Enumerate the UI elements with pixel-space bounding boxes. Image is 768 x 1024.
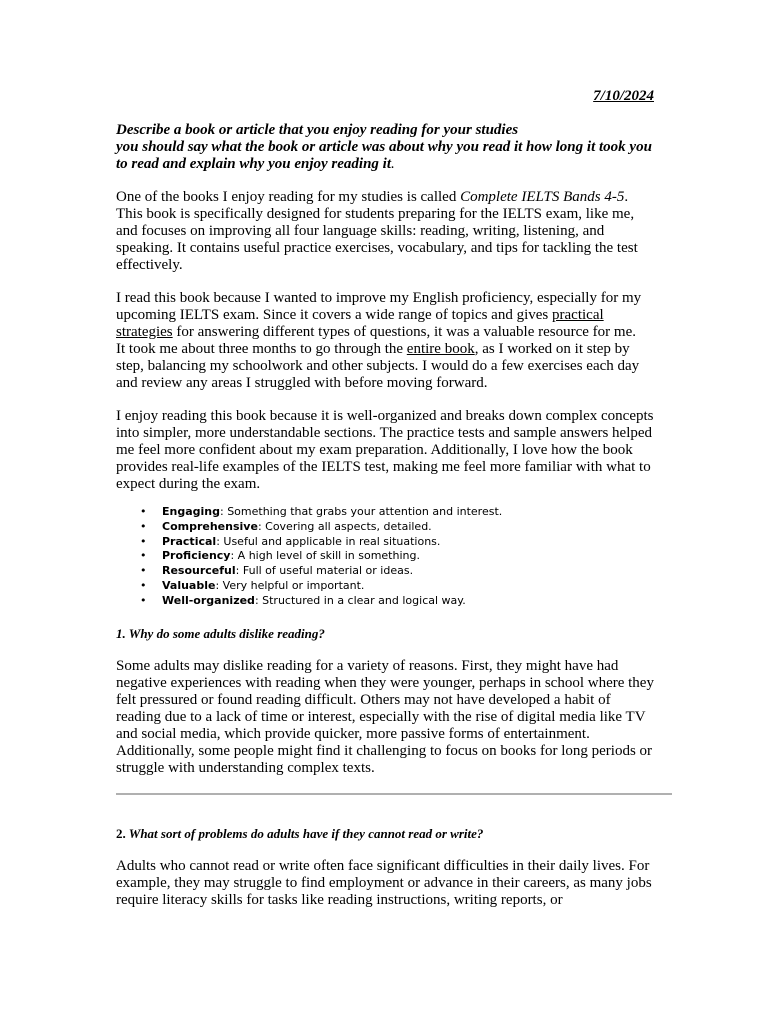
vocab-term: Resourceful xyxy=(162,564,236,578)
bullet-icon: • xyxy=(140,578,147,592)
paragraph-why-read-start: I read this book because I wanted to improve my English proficiency, especially for my upcoming IELTS exam. Since it covers a wide range of topics and gives xyxy=(116,290,642,323)
bullet-icon: • xyxy=(140,549,147,563)
vocab-term: Proficiency xyxy=(162,549,231,563)
vocab-term: Valuable xyxy=(162,578,216,592)
vocab-term: Practical xyxy=(162,534,217,548)
bullet-icon: • xyxy=(140,534,147,548)
paragraph-why-read xyxy=(116,290,656,341)
question-2-text: What sort of problems do adults have if they cannot read or write? xyxy=(125,825,484,841)
book-title: Complete IELTS Bands 4-5 xyxy=(460,189,625,205)
vocab-term: Engaging xyxy=(162,505,220,518)
vocab-item-proficiency xyxy=(140,549,656,564)
paragraph-how-long-start: It took me about three months to go through the xyxy=(116,341,407,357)
horizontal-divider xyxy=(116,793,672,795)
bullet-icon: • xyxy=(140,505,147,518)
vocab-term: Comprehensive xyxy=(162,519,258,533)
vocab-definition: : Very helpful or important. xyxy=(215,578,365,592)
question-2-heading xyxy=(116,825,656,842)
vocab-item-resourceful xyxy=(140,564,656,579)
document-page xyxy=(116,86,656,925)
vocab-definition: : Covering all aspects, detailed. xyxy=(257,519,432,533)
paragraph-why-read-end: for answering different types of questions, it was a valuable resource for me. xyxy=(172,324,636,340)
document-date: 7/10/2024 xyxy=(593,88,654,104)
paragraph-how-long xyxy=(116,341,656,392)
vocab-definition: : Useful and applicable in real situations. xyxy=(216,534,441,548)
answer-2-paragraph: Adults who cannot read or write often face significant difficulties in their daily lives. For example, they may struggle to find employment or advance in their careers, as many jobs require literacy skills for tasks like reading instructions, writing reports, or xyxy=(116,857,652,908)
task-prompt xyxy=(116,122,656,173)
task-prompt-period: . xyxy=(391,156,395,172)
paragraph-book-intro-start: One of the books I enjoy reading for my studies is called xyxy=(116,189,461,205)
bullet-icon: • xyxy=(140,564,147,578)
task-prompt-line-2-text: you should say what the book or article was about why you read it how long it took you to read and explain why you enjoy reading it xyxy=(116,139,652,172)
bullet-icon: • xyxy=(140,519,147,533)
question-1-heading: 1. Why do some adults dislike reading? xyxy=(116,625,325,641)
vocab-definition: : Something that grabs your attention and interest. xyxy=(220,505,503,518)
question-2-number: 2. xyxy=(116,825,126,841)
vocab-item-engaging xyxy=(140,505,656,520)
paragraph-how-long-end: , as I worked on it step by step, balancing my schoolwork and other subjects. I would do a few exercises each day and review any areas I struggled with before moving forward. xyxy=(116,341,640,391)
vocab-definition: : Full of useful material or ideas. xyxy=(235,564,414,578)
vocab-definition: : Structured in a clear and logical way. xyxy=(254,593,466,607)
vocab-term: Well-organized xyxy=(162,593,255,607)
task-prompt-line-1: Describe a book or article that you enjoy reading for your studies xyxy=(116,122,519,138)
vocabulary-list xyxy=(116,505,656,609)
vocab-item-comprehensive xyxy=(140,519,656,535)
paragraph-book-intro xyxy=(116,189,656,274)
vocab-item-practical xyxy=(140,534,656,550)
vocab-item-well-organized xyxy=(140,593,656,609)
bullet-icon: • xyxy=(140,593,147,607)
underlined-entire-book: entire book xyxy=(406,341,475,357)
task-prompt-line-2 xyxy=(116,139,656,173)
paragraph-book-intro-end: . This book is specifically designed for students preparing for the IELTS exam, like me, and focuses on improving all four language skills: reading, writing, listening, and speaking. It contains useful practice exercises, vocabulary, and tips for tackling the test effectively. xyxy=(116,189,638,273)
underlined-practical-strategies: practical strategies xyxy=(116,307,604,340)
answer-1-paragraph: Some adults may dislike reading for a variety of reasons. First, they might have had negative experiences with reading when they were younger, perhaps in school where they felt pressured or found reading difficult. Others may not have developed a habit of reading due to a lack of time or interest, especially with the rise of digital media like TV and social media, which provide quicker, more passive forms of entertainment. Additionally, some people might find it challenging to focus on books for long periods or struggle with understanding complex texts. xyxy=(116,657,654,776)
paragraph-why-enjoy: I enjoy reading this book because it is well-organized and breaks down complex concepts into simpler, more understandable sections. The practice tests and sample answers helped me feel more confident about my exam preparation. Additionally, I love how the book provides real-life examples of the IELTS test, making me feel more familiar with what to expect during the exam. xyxy=(116,408,654,492)
vocab-item-valuable xyxy=(140,578,656,594)
vocab-definition: : A high level of skill in something. xyxy=(230,549,420,563)
